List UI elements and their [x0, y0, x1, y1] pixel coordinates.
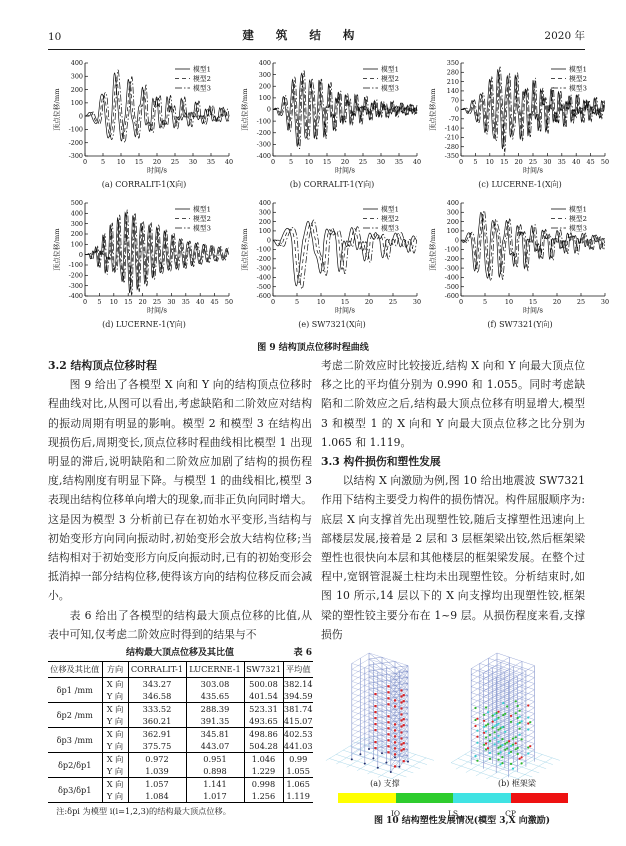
right-paragraph-1: 考虑二阶效应时比较接近,结构 X 向和 Y 向最大顶点位移之比的平均值分别为 0.990 和 1.055。同时考虑缺陷和二阶效应之后,结构最大顶点位移有明显增大,模型 3 和模型 1 的 X 向和 Y 向最大顶点位移之比分别为 1.065 和 1.119。: [321, 359, 585, 449]
colorbar-label-io: IO: [390, 809, 401, 819]
svg-text:25: 25: [528, 158, 538, 166]
journal-title: 建 筑 结 构: [242, 28, 364, 42]
table6-cell: 1.141: [186, 778, 244, 791]
svg-text:-140: -140: [444, 124, 459, 133]
table6-row: [48, 753, 313, 766]
svg-text:-280: -280: [444, 142, 459, 151]
svg-text:200: 200: [70, 85, 83, 94]
table6-header-cell: CORRALIT-1: [128, 662, 186, 678]
table6-cell: 346.58: [128, 690, 186, 703]
svg-text:210: 210: [446, 77, 459, 86]
svg-text:30: 30: [412, 298, 422, 306]
svg-text:模型3: 模型3: [381, 224, 399, 233]
svg-text:时间/s: 时间/s: [147, 166, 167, 175]
table6-note: 注:δpi 为模型 i(i=1,2,3)的结构最大顶点位移。: [56, 806, 231, 817]
svg-text:模型1: 模型1: [381, 65, 399, 74]
colorbar-segment-1: [396, 793, 454, 803]
svg-text:-600: -600: [444, 292, 459, 301]
svg-text:-200: -200: [256, 255, 271, 263]
figure10-subcaption-a: (a) 支撑: [370, 779, 400, 789]
table6-label: 表 6: [293, 648, 312, 659]
svg-text:顶点位移/mm: 顶点位移/mm: [429, 228, 437, 271]
svg-text:-400: -400: [68, 292, 83, 301]
svg-text:模型3: 模型3: [381, 84, 399, 93]
svg-text:30: 30: [167, 298, 176, 306]
svg-text:0: 0: [270, 298, 276, 306]
svg-text:45: 45: [210, 298, 219, 306]
structure-render-frame-beams: [451, 649, 583, 779]
table6-cell: 333.52: [128, 703, 186, 716]
svg-text:350: 350: [446, 59, 459, 68]
svg-text:200: 200: [258, 217, 271, 226]
svg-text:10: 10: [316, 298, 326, 306]
svg-text:0: 0: [78, 112, 83, 121]
svg-text:20: 20: [340, 158, 350, 166]
svg-text:模型2: 模型2: [193, 74, 211, 83]
svg-text:-100: -100: [444, 245, 459, 254]
table6-cell: 498.86: [244, 728, 283, 741]
svg-text:5: 5: [294, 298, 300, 306]
table6-cell: 493.65: [244, 715, 283, 728]
chart-caption-a: (a) CORRALIT-1(X向): [101, 180, 187, 189]
svg-text:40: 40: [412, 158, 422, 166]
table6-titlerow: [48, 647, 312, 660]
text-columns: [48, 356, 585, 827]
figure10-caption: 图 10 结构塑性发展情况(模型 3,X 向激励): [374, 816, 550, 827]
chart-svg-d: [51, 196, 237, 320]
table6-cell: 443.07: [186, 740, 244, 753]
svg-text:模型2: 模型2: [193, 214, 211, 223]
table6-cell: Y 向: [102, 690, 128, 703]
svg-text:-350: -350: [444, 152, 459, 161]
table6-cell: Y 向: [102, 740, 128, 753]
svg-text:模型3: 模型3: [569, 84, 587, 93]
table6-cell: 1.084: [128, 790, 186, 803]
table6-cell: 1.017: [186, 790, 244, 803]
table6-cell: X 向: [102, 703, 128, 716]
svg-text:-210: -210: [444, 133, 459, 142]
svg-text:10: 10: [116, 158, 126, 166]
svg-text:25: 25: [576, 298, 586, 306]
chart-svg-f: [427, 196, 613, 320]
svg-text:25: 25: [170, 158, 180, 166]
table6-cell: 382.14: [283, 679, 313, 690]
svg-text:顶点位移/mm: 顶点位移/mm: [241, 88, 249, 131]
svg-text:400: 400: [446, 199, 459, 208]
svg-text:15: 15: [500, 158, 509, 166]
table6-cell: 415.07: [283, 716, 313, 727]
svg-text:模型1: 模型1: [569, 205, 587, 214]
svg-text:0: 0: [82, 158, 88, 166]
svg-text:20: 20: [364, 298, 374, 306]
svg-text:400: 400: [70, 59, 83, 68]
table6-row: [48, 678, 313, 691]
svg-text:400: 400: [70, 209, 83, 218]
table6-cell: 402.53: [283, 729, 313, 740]
svg-text:-100: -100: [68, 261, 83, 270]
table6-cell: 1.229: [244, 765, 283, 778]
svg-text:-200: -200: [68, 138, 83, 147]
svg-text:20: 20: [152, 158, 162, 166]
table6-cell: 391.35: [186, 715, 244, 728]
svg-text:-70: -70: [448, 115, 459, 123]
svg-text:30: 30: [600, 298, 610, 306]
svg-text:200: 200: [70, 230, 83, 239]
table6-rowname-cell: δp2/δp1: [48, 753, 102, 778]
svg-text:-300: -300: [256, 140, 271, 149]
figure10-block: [321, 649, 585, 827]
chart-svg-c: [427, 56, 613, 180]
svg-text:-300: -300: [68, 281, 83, 290]
svg-text:模型1: 模型1: [193, 205, 211, 214]
table6-cell: 1.057: [128, 778, 186, 791]
table6-rowname-cell: δp1 /mm: [48, 678, 102, 703]
chart-caption-b: (b) CORRALIT-1(Y向): [289, 180, 375, 189]
svg-text:5: 5: [100, 158, 106, 166]
chart-e: [238, 196, 426, 330]
table6-cell: 1.039: [128, 765, 186, 778]
svg-text:200: 200: [446, 217, 459, 226]
svg-text:5: 5: [482, 298, 488, 306]
svg-text:-200: -200: [256, 128, 271, 137]
svg-text:-100: -100: [256, 117, 271, 126]
svg-text:-600: -600: [256, 292, 271, 301]
table6-cell: 394.59: [283, 691, 313, 702]
table6-cell: X 向: [102, 728, 128, 741]
svg-text:300: 300: [70, 219, 83, 228]
table6-cell: X 向: [102, 753, 128, 766]
table6-row: [48, 778, 313, 791]
page-header: [48, 27, 585, 50]
svg-text:20: 20: [138, 298, 147, 306]
chart-b: [238, 56, 426, 190]
table6-cell: Y 向: [102, 715, 128, 728]
svg-text:15: 15: [134, 158, 144, 166]
table6-cell: 441.03: [283, 741, 313, 752]
svg-text:35: 35: [557, 158, 566, 166]
table6-cell: 1.055: [286, 766, 310, 777]
table6-cell: 0.99: [283, 753, 313, 766]
damage-colorbar-labels: [338, 804, 568, 819]
svg-text:15: 15: [528, 298, 538, 306]
colorbar-label-cp: CP: [505, 809, 516, 819]
figure10-subcaptions: [321, 779, 585, 789]
table6-cell: X 向: [102, 678, 128, 691]
svg-text:70: 70: [450, 96, 459, 105]
svg-text:40: 40: [572, 158, 581, 166]
svg-text:20: 20: [514, 158, 523, 166]
chart-svg-a: [51, 56, 237, 180]
table6-cell: 1.065: [283, 778, 313, 791]
svg-text:模型2: 模型2: [381, 74, 399, 83]
table6-header-row: [48, 662, 313, 678]
table6-block: [48, 647, 312, 817]
svg-text:400: 400: [258, 59, 271, 68]
table6-cell: 288.39: [186, 703, 244, 716]
svg-text:30: 30: [376, 158, 386, 166]
section-3-3-title: 3.3 构件损伤和塑性发展: [321, 455, 441, 469]
svg-text:300: 300: [70, 72, 83, 81]
svg-text:40: 40: [196, 298, 205, 306]
table6-rowname-cell: δp3/δp1: [48, 778, 102, 803]
svg-text:模型1: 模型1: [381, 205, 399, 214]
table6-cell: 375.75: [128, 740, 186, 753]
svg-text:10: 10: [485, 158, 494, 166]
svg-text:25: 25: [388, 298, 398, 306]
svg-text:-500: -500: [256, 282, 271, 291]
svg-text:0: 0: [78, 250, 83, 259]
table6-rowname-cell: δp3 /mm: [48, 728, 102, 753]
svg-text:10: 10: [109, 298, 118, 306]
svg-text:5: 5: [97, 298, 102, 306]
svg-text:100: 100: [446, 227, 459, 236]
chart-c: [426, 56, 614, 190]
table6-cell: 523.31: [244, 703, 283, 716]
svg-text:时间/s: 时间/s: [335, 166, 355, 175]
svg-text:模型3: 模型3: [193, 224, 211, 233]
svg-text:15: 15: [124, 298, 133, 306]
svg-text:25: 25: [358, 158, 368, 166]
svg-text:35: 35: [181, 298, 190, 306]
svg-text:100: 100: [258, 94, 271, 103]
table6-rowname-cell: δp2 /mm: [48, 703, 102, 728]
table6-cell: 343.27: [128, 678, 186, 691]
colorbar-segment-2: [453, 793, 511, 803]
svg-text:400: 400: [258, 199, 271, 208]
table6-cell: 435.65: [186, 690, 244, 703]
svg-text:50: 50: [600, 158, 610, 166]
svg-text:模型2: 模型2: [381, 214, 399, 223]
svg-text:-300: -300: [256, 264, 271, 273]
svg-text:-300: -300: [444, 264, 459, 273]
table6-cell: 1.046: [244, 753, 283, 766]
svg-text:模型1: 模型1: [569, 65, 587, 74]
figure9-grid: [50, 56, 614, 330]
table6-header-cell: 方向: [102, 662, 128, 678]
svg-text:0: 0: [458, 158, 464, 166]
damage-colorbar: [338, 793, 568, 803]
svg-text:5: 5: [288, 158, 294, 166]
svg-text:顶点位移/mm: 顶点位移/mm: [241, 228, 249, 271]
svg-text:35: 35: [394, 158, 404, 166]
chart-a: [50, 56, 238, 190]
svg-text:300: 300: [446, 208, 459, 217]
svg-text:模型3: 模型3: [193, 84, 211, 93]
svg-text:-400: -400: [256, 273, 271, 282]
figure9-caption: 图 9 结构顶点位移时程曲线: [257, 343, 369, 353]
svg-text:5: 5: [473, 158, 478, 166]
chart-d: [50, 196, 238, 330]
chart-caption-e: (e) SW7321(X向): [298, 320, 366, 329]
svg-text:10: 10: [504, 298, 514, 306]
chart-svg-b: [239, 56, 425, 180]
table6-header-cell: 平均值: [283, 662, 313, 678]
table6-header-cell: 位移及其比值: [48, 662, 102, 678]
figure10-subcaption-b: (b) 框架梁: [497, 779, 536, 789]
figure10-structures: [321, 649, 585, 779]
svg-text:200: 200: [258, 82, 271, 91]
table6-cell: X 向: [102, 778, 128, 791]
svg-text:50: 50: [224, 298, 234, 306]
table6-cell: 1.256: [244, 790, 283, 803]
table6-cell: 0.951: [186, 753, 244, 766]
svg-text:模型2: 模型2: [569, 74, 587, 83]
svg-text:-400: -400: [256, 152, 271, 161]
table6-cell: Y 向: [102, 790, 128, 803]
svg-text:0: 0: [82, 298, 88, 306]
table6-title: 结构最大顶点位移及其比值: [125, 648, 234, 659]
svg-text:45: 45: [586, 158, 595, 166]
svg-text:模型2: 模型2: [569, 214, 587, 223]
svg-text:时间/s: 时间/s: [147, 306, 167, 315]
svg-text:-100: -100: [68, 125, 83, 134]
table6-cell: 345.81: [186, 728, 244, 741]
svg-text:100: 100: [258, 227, 271, 236]
svg-text:0: 0: [270, 158, 276, 166]
svg-text:0: 0: [266, 236, 271, 245]
table6-cell: 0.972: [128, 753, 186, 766]
table6-header-cell: SW7321: [244, 662, 283, 678]
colorbar-segment-0: [338, 793, 396, 803]
svg-text:25: 25: [152, 298, 162, 306]
svg-text:30: 30: [543, 158, 552, 166]
section-3-2-paragraph-1: 图 9 给出了各模型 X 向和 Y 向的结构顶点位移时程曲线对比,从图可以看出,考虑缺陷和二阶效应对结构的振动周期有明显的影响。模型 2 和模型 3 在结构出现损伤后,周期变长,顶点位移时程曲线相比模型 1 出现明显的滞后,说明缺陷和二阶效应加剧了结构的损伤程度,结构刚度有明显下降。与模型 1 的曲线相比,模型 3 表现出结构位移单向增大的现象,而非正负向同时增大。这是因为模型 3 分析前已存在初始水平变形,当结构与初始变形方向同向振动时,初始变形会放大结构位移;当结构相对于初始变形方向反向振动时,已有的初始变形会抵消掉一部分结构位移,使得该方向的结构位移反而会减小。: [48, 378, 312, 603]
table6-cell: Y 向: [102, 765, 128, 778]
svg-text:时间/s: 时间/s: [335, 306, 355, 315]
svg-text:0: 0: [266, 105, 271, 114]
table6-cell: 362.91: [128, 728, 186, 741]
svg-text:100: 100: [70, 99, 83, 108]
svg-text:300: 300: [258, 70, 271, 79]
table6-row: [48, 703, 313, 716]
svg-text:20: 20: [552, 298, 562, 306]
svg-text:-100: -100: [256, 245, 271, 254]
table6-cell: 381.74: [283, 704, 313, 715]
left-column: [48, 356, 312, 827]
table6-cell: 0.898: [186, 765, 244, 778]
table6-row: [48, 728, 313, 741]
table6-cell: 360.21: [128, 715, 186, 728]
chart-svg-e: [239, 196, 425, 320]
section-3-2-paragraph-2: 表 6 给出了各模型的结构最大顶点位移的比值,从表中可知,仅考虑二阶效应时得到的结果与不: [48, 608, 312, 641]
year: 2020 年: [544, 30, 585, 42]
svg-text:280: 280: [446, 68, 459, 77]
structure-render-braces: [323, 649, 449, 779]
colorbar-label-ls: LS: [447, 809, 459, 819]
svg-text:时间/s: 时间/s: [523, 306, 543, 315]
svg-text:0: 0: [454, 236, 459, 245]
section-3-2-title: 3.2 结构顶点位移时程: [48, 359, 157, 372]
table6-cell: 303.08: [186, 678, 244, 691]
svg-text:模型1: 模型1: [193, 65, 211, 74]
svg-text:500: 500: [70, 199, 83, 208]
svg-text:-200: -200: [444, 255, 459, 263]
svg-text:100: 100: [70, 240, 83, 249]
table6-cell: 1.119: [286, 791, 310, 802]
page-number: 10: [48, 31, 62, 43]
colorbar-segment-3: [511, 793, 569, 803]
chart-caption-c: (c) LUCERNE-1(X向): [478, 180, 562, 189]
svg-text:30: 30: [188, 158, 198, 166]
svg-text:时间/s: 时间/s: [523, 166, 543, 175]
svg-text:模型3: 模型3: [569, 224, 587, 233]
svg-text:300: 300: [258, 208, 271, 217]
table6-cell: 401.54: [244, 690, 283, 703]
svg-text:顶点位移/mm: 顶点位移/mm: [53, 228, 61, 271]
chart-caption-f: (f) SW7321(Y向): [487, 320, 553, 329]
svg-text:-500: -500: [444, 282, 459, 291]
svg-text:10: 10: [304, 158, 314, 166]
svg-text:-400: -400: [444, 273, 459, 282]
svg-text:15: 15: [322, 158, 332, 166]
table6-cell: 504.28: [244, 740, 283, 753]
svg-text:0: 0: [458, 298, 464, 306]
svg-text:-200: -200: [68, 271, 83, 280]
svg-text:140: 140: [446, 87, 459, 96]
section-3-3-paragraph-1: 以结构 X 向激励为例,图 10 给出地震波 SW7321 作用下结构主要受力构件的损伤情况。构件屈服顺序为:底层 X 向支撑首先出现塑性铰,随后支撑塑性迅速向上部楼层发展,接着是 2 层和 3 层框架梁出铰,然后框架梁塑性也很快向本层和其他楼层的框架梁发展。在整个过程中,宽钢管混凝土柱均未出现塑性铰。分析结束时,如图 10 所示,14 层以下的 X 向支撑均出现塑性铰,框架梁的塑性铰主要分布在 1~9 层。从损伤程度来看,支撑损伤: [321, 474, 585, 641]
svg-text:顶点位移/mm: 顶点位移/mm: [429, 88, 437, 131]
svg-text:顶点位移/mm: 顶点位移/mm: [53, 88, 61, 131]
table6-header-cell: LUCERNE-1: [186, 662, 244, 678]
table6: [48, 661, 313, 803]
chart-f: [426, 196, 614, 330]
right-column: [321, 356, 585, 827]
svg-text:35: 35: [206, 158, 216, 166]
svg-text:40: 40: [224, 158, 234, 166]
table6-cell: 500.08: [244, 678, 283, 691]
chart-caption-d: (d) LUCERNE-1(Y向): [102, 320, 186, 329]
svg-text:0: 0: [454, 105, 459, 114]
table6-cell: 0.998: [244, 778, 283, 791]
svg-text:15: 15: [340, 298, 350, 306]
svg-text:-300: -300: [68, 152, 83, 161]
